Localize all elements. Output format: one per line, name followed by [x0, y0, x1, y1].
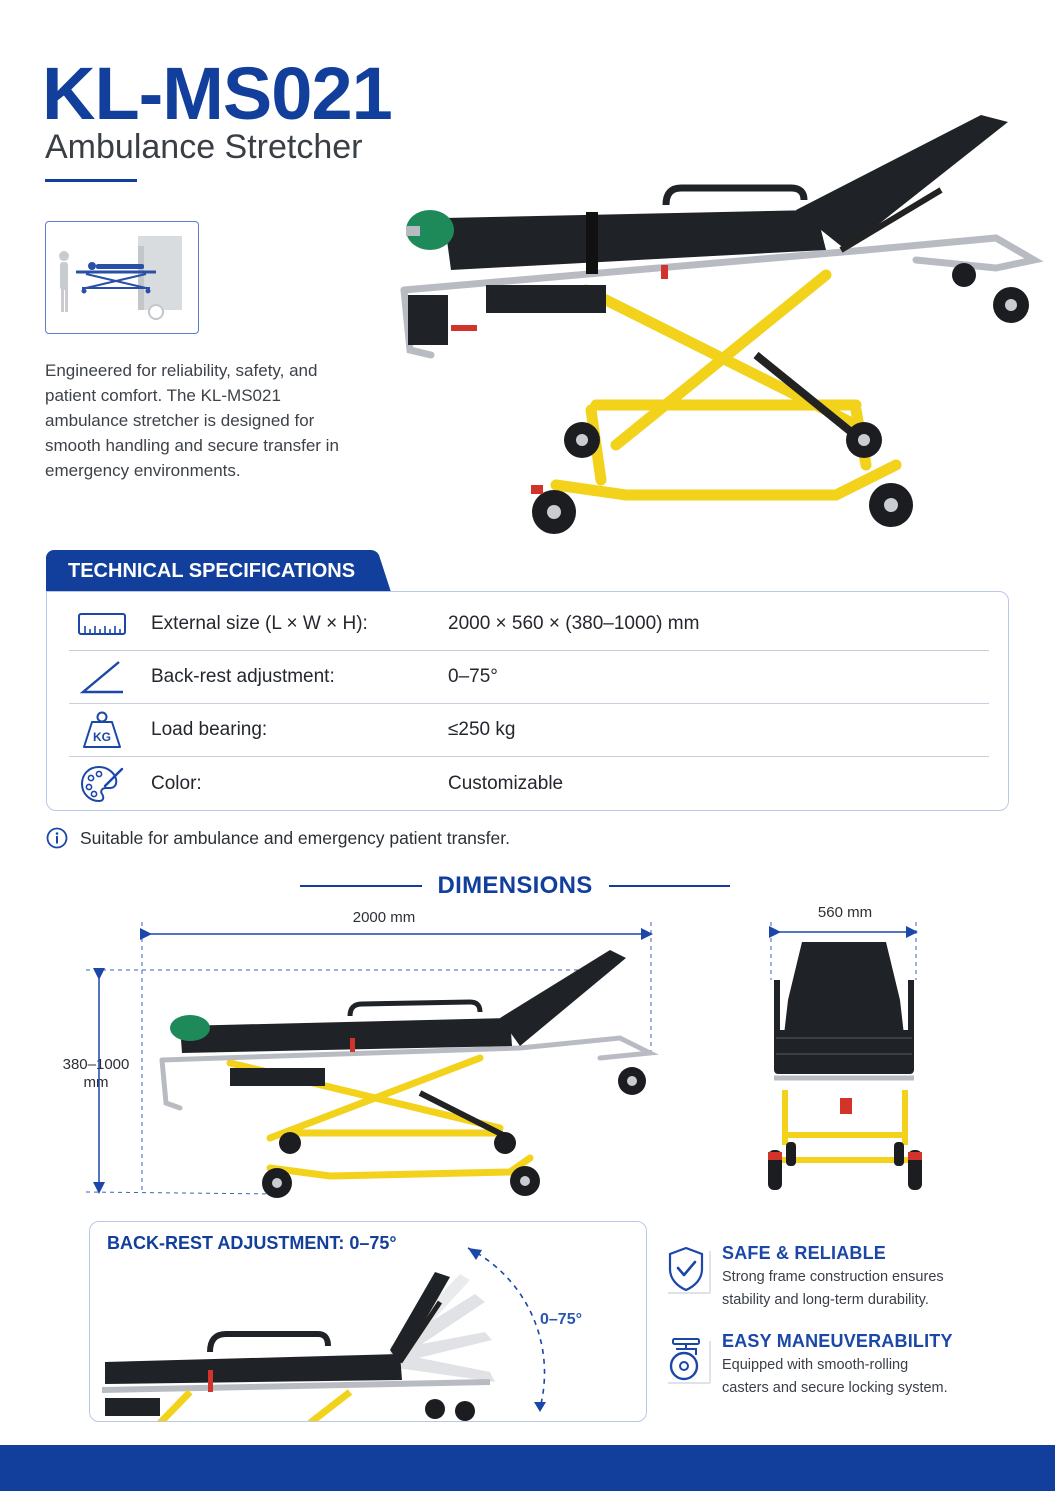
- dimensions-heading-text: DIMENSIONS: [437, 872, 593, 899]
- spec-row-color: [69, 757, 989, 810]
- specs-table: [46, 591, 1009, 811]
- caster-wheel-icon: [664, 1335, 712, 1385]
- palette-icon: [79, 764, 125, 804]
- kg-mark: KG: [93, 730, 111, 744]
- stretcher-front-view: [760, 920, 935, 1195]
- spec-row-size: [69, 598, 989, 651]
- spec-label: Load bearing:: [151, 719, 268, 740]
- product-subtitle: Ambulance Stretcher: [45, 128, 363, 166]
- feature-safe: [664, 1243, 1004, 1315]
- feature-title: EASY MANEUVERABILITY: [722, 1331, 953, 1351]
- stretcher-hero-image: [396, 100, 1046, 545]
- spec-label: Back-rest adjustment:: [151, 666, 335, 687]
- weight-kg-icon: [80, 710, 124, 750]
- specs-tab-label: TECHNICAL SPECIFICATIONS: [68, 560, 356, 582]
- spec-label: Color:: [151, 772, 202, 794]
- heading-rule-left: [300, 885, 422, 887]
- spec-value: 2000 × 560 × (380–1000) mm: [448, 613, 700, 634]
- feature-text: [722, 1266, 944, 1312]
- spec-value: Customizable: [448, 772, 564, 794]
- spec-value: ≤250 kg: [448, 719, 516, 740]
- dimensions-heading: [300, 870, 730, 902]
- usage-note-text: Suitable for ambulance and emergency patient transfer.: [80, 827, 510, 848]
- specs-tab-title: [46, 550, 370, 591]
- spec-value: 0–75°: [448, 666, 498, 687]
- feature-text-line: casters and secure locking system.: [722, 1380, 948, 1396]
- ruler-icon: [77, 611, 127, 637]
- feature-maneuverability: [664, 1331, 1004, 1403]
- shield-check-icon: [664, 1245, 712, 1295]
- feature-text-line: Strong frame construction ensures: [722, 1269, 944, 1285]
- backrest-angle-label: 0–75°: [540, 1311, 582, 1328]
- info-icon: [46, 827, 68, 849]
- feature-text-line: Equipped with smooth-rolling: [722, 1357, 909, 1373]
- width-label: 560 mm: [817, 904, 873, 921]
- spec-label: External size (L × W × H):: [151, 613, 368, 634]
- patient-transfer-thumbnail: [45, 221, 199, 334]
- height-label-line1: 380–1000: [62, 1056, 130, 1073]
- stretcher-side-view: [80, 918, 665, 1203]
- title-underline: [45, 179, 137, 182]
- angle-icon: [79, 659, 125, 695]
- backrest-title: BACK-REST ADJUSTMENT: 0–75°: [107, 1233, 397, 1253]
- patient-on-stretcher-icon: [46, 222, 197, 332]
- feature-title: SAFE & RELIABLE: [722, 1243, 887, 1263]
- length-label: 2000 mm: [352, 909, 416, 926]
- feature-text: [722, 1354, 948, 1400]
- heading-rule-right: [609, 885, 731, 887]
- height-label-line2: mm: [83, 1074, 109, 1091]
- product-model: KL-MS021: [42, 52, 392, 135]
- footer-bar: [0, 1445, 1055, 1491]
- usage-note: [46, 827, 510, 849]
- intro-text: Engineered for reliability, safety, and patient comfort. The KL-MS021 ambulance stretcher is designed for smooth handling and secure transfer in emergency environments.: [45, 361, 339, 480]
- feature-text-line: stability and long-term durability.: [722, 1292, 929, 1308]
- spec-row-load: [69, 704, 989, 757]
- spec-row-backrest: [69, 651, 989, 704]
